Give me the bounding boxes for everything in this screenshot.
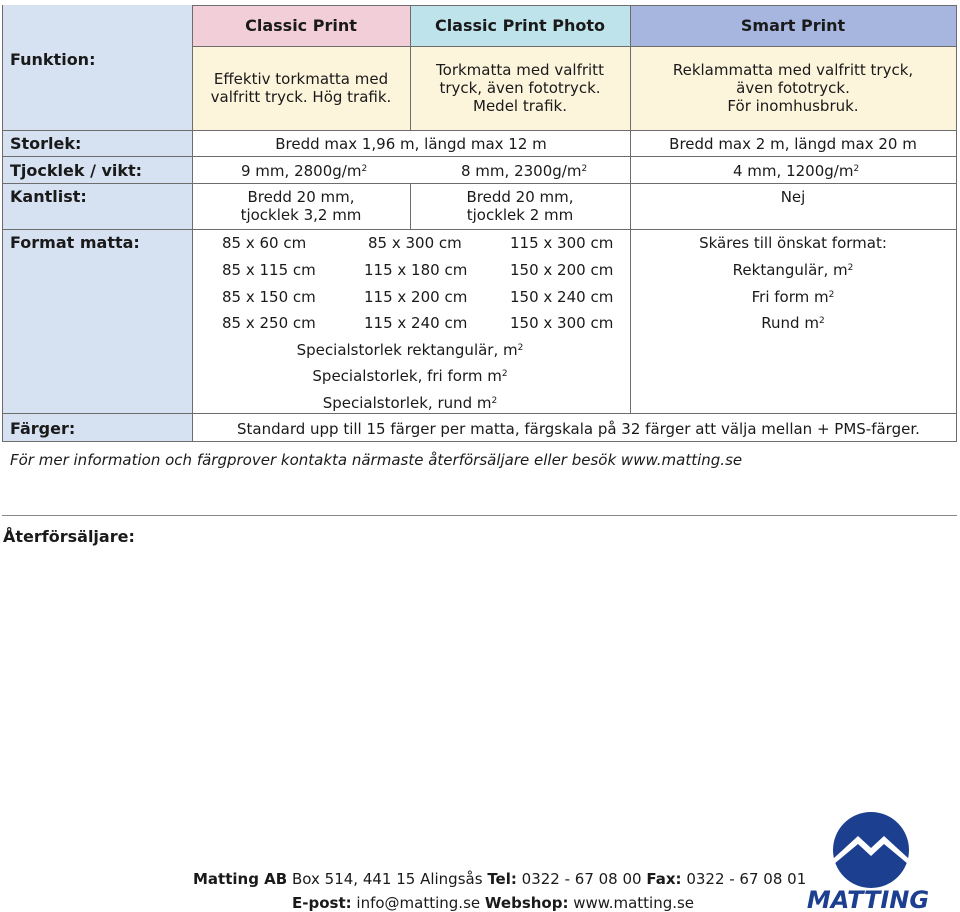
format-smart: Rund $m^2$ [761, 314, 825, 332]
separator [2, 515, 957, 516]
desc-line: Reklammatta med valfritt tryck, [672, 61, 914, 79]
special-size-text: Specialstorlek, rund m [322, 394, 492, 412]
storlek-label: Storlek: [10, 134, 82, 153]
funktion-label: Funktion: [10, 50, 96, 69]
tjocklek-smart-text: 4 mm, 1200g/m [733, 162, 854, 180]
desc-line: Effektiv torkmatta med [213, 70, 389, 88]
kantlist-line: Bredd 20 mm, [466, 188, 574, 206]
format-smart: Skäres till önskat format: [699, 234, 887, 252]
footer-line-1 [193, 870, 806, 888]
matting-logo [778, 808, 958, 912]
grid-line [2, 441, 957, 442]
web-address: www.matting.se [573, 894, 695, 912]
farger-text: Standard upp till 15 färger per matta, färgskala på 32 färger att välja mellan + PMS-färger. [237, 420, 920, 438]
kantlist-classic [192, 188, 410, 224]
kantlist-smart: Nej [780, 188, 806, 206]
footer-line-2 [292, 894, 694, 912]
format-size: 150 x 200 cm [510, 261, 614, 279]
format-size: 150 x 240 cm [510, 288, 614, 306]
classic-description [192, 70, 410, 106]
tjocklek-label: Tjocklek / vikt: [10, 161, 143, 180]
fax-number: 0322 - 67 08 01 [686, 870, 807, 888]
format-smart-text: Rund m [761, 314, 819, 332]
info-note: För mer information och färgprover kontakta närmaste återförsäljare eller besök www.matting.se [10, 451, 743, 469]
kantlist-label: Kantlist: [10, 187, 87, 206]
special-size: Specialstorlek rektangulär, $m^2$ [296, 341, 524, 359]
smart-description [630, 61, 956, 115]
special-size-text: Specialstorlek, fri form m [312, 367, 502, 385]
tjocklek-photo [461, 162, 587, 180]
superscript: 2 [853, 164, 860, 174]
web-label: Webshop: [484, 894, 569, 912]
photo-description [410, 61, 630, 115]
logo-wordmark: MATTING [806, 886, 930, 912]
special-size: Specialstorlek, rund $m^2$ [322, 394, 498, 412]
grid-line [956, 5, 957, 442]
format-size: 115 x 180 cm [364, 261, 468, 279]
format-size: 115 x 300 cm [510, 234, 614, 252]
email-label: E-post: [292, 894, 352, 912]
tel-label: Tel: [487, 870, 517, 888]
special-size: Specialstorlek, fri form $m^2$ [312, 367, 508, 385]
desc-line: För inomhusbruk. [727, 97, 859, 115]
desc-line: valfritt tryck. Hög trafik. [210, 88, 392, 106]
desc-line: Medel trafik. [473, 97, 567, 115]
storlek-smart: Bredd max 2 m, längd max 20 m [669, 135, 917, 153]
superscript: 2 [581, 164, 588, 174]
format-size: 85 x 300 cm [368, 234, 462, 252]
grid-line [2, 130, 957, 131]
grid-line [2, 5, 3, 442]
fax-label: Fax: [646, 870, 682, 888]
classic-photo-header: Classic Print Photo [434, 16, 606, 35]
company-name: Matting AB [193, 870, 288, 888]
format-size: 85 x 250 cm [222, 314, 316, 332]
tel-number: 0322 - 67 08 00 [521, 870, 642, 888]
format-size: 85 x 60 cm [222, 234, 307, 252]
format-size: 115 x 200 cm [364, 288, 468, 306]
format-size: 150 x 300 cm [510, 314, 614, 332]
smart-print-header: Smart Print [740, 16, 846, 35]
matting-logo-icon [778, 808, 958, 912]
format-smart-text: Fri form m [751, 288, 829, 306]
format-size: 85 x 150 cm [222, 288, 316, 306]
desc-line: även fototryck. [736, 79, 850, 97]
special-size-text: Specialstorlek rektangulär, m [296, 341, 518, 359]
grid-line [192, 46, 957, 47]
grid-line [2, 413, 957, 414]
grid-line [2, 183, 957, 184]
format-label: Format matta: [10, 233, 140, 252]
kantlist-line: tjocklek 2 mm [466, 206, 574, 224]
tjocklek-photo-text: 8 mm, 2300g/m [461, 162, 582, 180]
desc-line: Torkmatta med valfritt [436, 61, 604, 79]
grid-line [2, 229, 957, 230]
format-smart: Rektangulär, $m^2$ [732, 261, 854, 279]
format-size: 115 x 240 cm [364, 314, 468, 332]
kantlist-line: tjocklek 3,2 mm [240, 206, 362, 224]
classic-print-header: Classic Print [245, 16, 357, 35]
grid-line [2, 156, 957, 157]
tjocklek-smart [733, 162, 859, 180]
kantlist-photo [410, 188, 630, 224]
farger-label: Färger: [10, 419, 76, 438]
desc-line: tryck, även fototryck. [439, 79, 601, 97]
company-address: Box 514, 441 15 Alingsås [292, 870, 483, 888]
reseller-label: Återförsäljare: [3, 527, 135, 546]
storlek-classic: Bredd max 1,96 m, längd max 12 m [275, 135, 547, 153]
tjocklek-classic-text: 9 mm, 2800g/m [241, 162, 362, 180]
format-smart-text: Rektangulär, m [732, 261, 848, 279]
format-size: 85 x 115 cm [222, 261, 316, 279]
email-address: info@matting.se [356, 894, 481, 912]
tjocklek-classic [241, 162, 367, 180]
kantlist-line: Bredd 20 mm, [247, 188, 355, 206]
superscript: 2 [361, 164, 368, 174]
grid-line [192, 5, 957, 6]
format-smart: Fri form $m^2$ [751, 288, 835, 306]
